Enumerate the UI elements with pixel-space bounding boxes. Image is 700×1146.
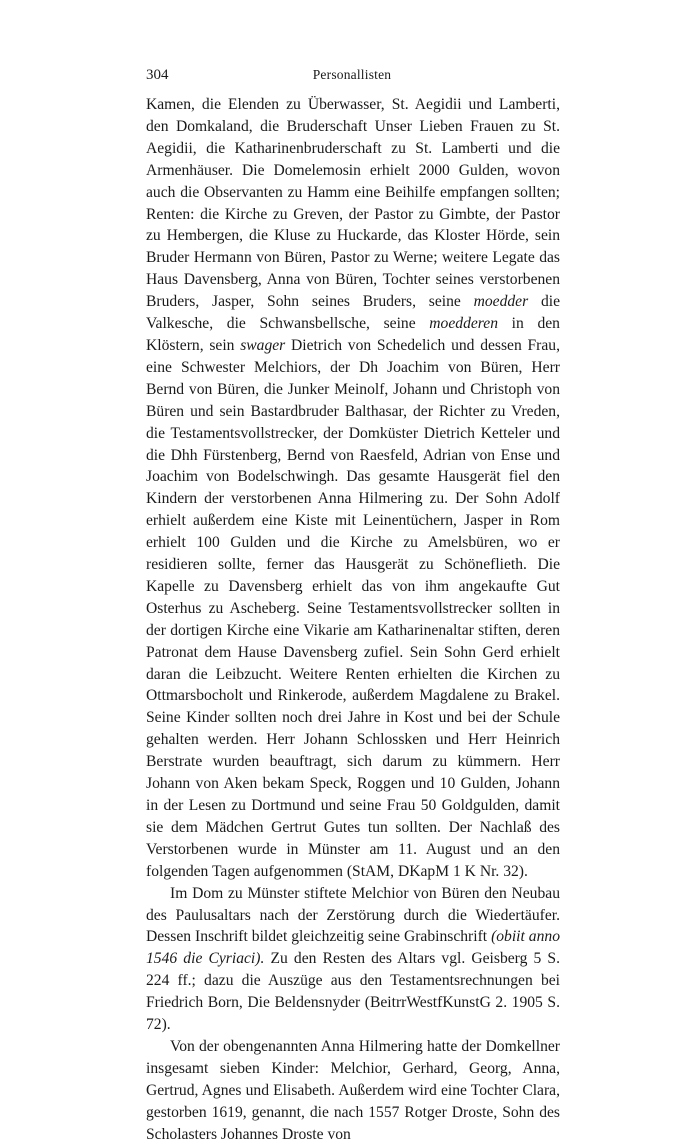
text-run: Zu den Resten des Altars vgl. Geisberg 5 S. 224 ff.; dazu die Auszüge aus den Testamentsrechnungen bei Friedrich Born, Die Beldensnyder (BeitrrWestfKunstG 2. 1905 S. 72). <box>146 950 560 1034</box>
text-run: die Valkesche, die Schwansbellsche, seine <box>146 293 560 333</box>
italic-term: moedderen <box>429 315 498 333</box>
paragraph-2 <box>146 883 560 1036</box>
text-run: Von der obengenannten Anna Hilmering hatte der Domkellner insgesamt sieben Kinder: Melchior, Gerhard, Georg, Anna, Gertrud, Agnes und Elisabeth. Außerdem wird eine Tochter Clara, gestorben 1619, genannt, die nach 1557 Rotger Droste, Sohn des Scholasters Johannes Droste von <box>146 1037 560 1143</box>
paragraph-3 <box>146 1036 560 1146</box>
text-run: Kamen, die Elenden zu Überwasser, St. Aegidii und Lamberti, den Domkaland, die Bruderschaft Unser Lieben Frauen zu St. Aegidii, die Katharinenbruderschaft zu St. Lamberti und die Armenhäuser. Die Domelemosin erhielt 2000 Gulden, wovon auch die Observanten zu Hamm eine Beihilfe empfangen sollten; Renten: die Kirche zu Greven, der Pastor zu Gimbte, der Pastor zu Hembergen, die Kluse zu Huckarde, das Kloster Hörde, sein Bruder Hermann von Büren, Pastor zu Werne; weitere Legate das Haus Davensberg, Anna von Büren, Tochter seines verstorbenen Bruders, Jasper, Sohn seines Bruders, seine <box>146 96 560 311</box>
running-title: Personallisten <box>312 67 392 82</box>
text-run: Dietrich von Schedelich und dessen Frau, eine Schwester Melchiors, der Dh Joachim von Büren, Herr Bernd von Büren, die Junker Meinolf, Johann und Christoph von Büren und sein Bastardbruder Balthasar, der Richter zu Vreden, die Testamentsvollstrecker, der Domküster Dietrich Ketteler und die Dhh Fürstenberg, Bernd von Raesfeld, Adrian von Ense und Joachim von Bodelschwingh. Das gesamte Hausgerät fiel den Kindern der verstorbenen Anna Hilmering zu. Der Sohn Adolf erhielt außerdem eine Kiste mit Leinentüchern, Jasper in Rom erhielt 100 Gulden und die Kirche zu Amelsbüren, wo er residieren sollte, ferner das Hausgerät zu Schöneflieth. Die Kapelle zu Davensberg erhielt das von ihm angekaufte Gut Osterhus zu Ascheberg. Seine Testamentsvollstrecker sollten in der dortigen Kirche eine Vikarie am Katharinenaltar stiften, deren Patronat dem Hause Davensberg zufiel. Sein Sohn Gerd erhielt daran die Leibzucht. Weitere Renten erhielten die Kirchen zu Ottmarsbocholt und Rinkerode, außerdem Magdalene zu Brakel. Seine Kinder sollten noch drei Jahre in Kost und bei der Schule gehalten werden. Herr Johann Schlossken und Herr Heinrich Berstrate wurden beauftragt, sich darum zu kümmern. Herr Johann von Aken bekam Speck, Roggen und 10 Gulden, Johann in der Lesen zu Dortmund und seine Frau 50 Goldgulden, damit sie dem Mädchen Gertrut Gutes tun sollten. Der Nachlaß des Verstorbenen wurde in Münster am 11. August und an den folgenden Tagen aufgenommen (StAM, DKapM 1 K Nr. 32). <box>146 336 560 880</box>
italic-term: swager <box>240 336 286 354</box>
italic-term: moedder <box>473 293 529 311</box>
page-number: 304 <box>146 67 169 83</box>
text-run: in den Klöstern, sein <box>146 315 560 354</box>
text-run: Im Dom zu Münster stiftete Melchior von Büren den Neubau des Paulusaltars nach der Zerstörung durch die Wiedertäufer. Dessen Inschrift bildet gleichzeitig seine Grabinschrift <box>146 884 560 946</box>
italic-inscription: (obiit anno 1546 die Cyriaci). <box>146 928 560 968</box>
paragraph-1 <box>146 94 560 883</box>
page-header <box>146 64 558 86</box>
body-text <box>146 94 560 1146</box>
